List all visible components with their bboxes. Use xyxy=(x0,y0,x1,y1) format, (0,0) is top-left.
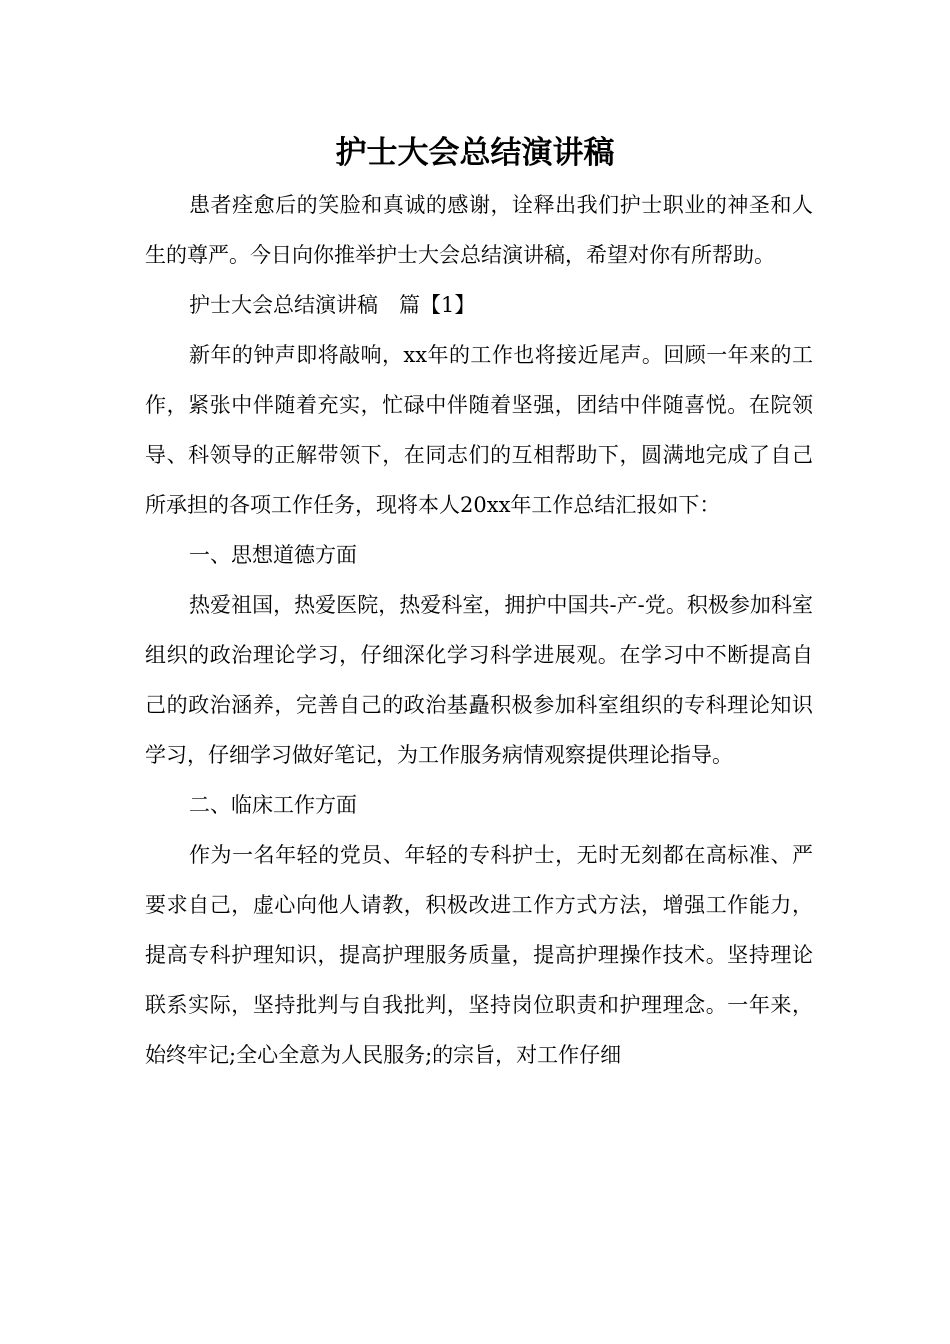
document-body xyxy=(145,180,813,1080)
section-heading-part-1: 护士大会总结演讲稿 篇【1】 xyxy=(189,293,476,317)
heading-clinical-work: 二、临床工作方面 xyxy=(189,793,357,817)
clinical-work-paragraph: 作为一名年轻的党员、年轻的专科护士，无时无刻都在高标准、严要求自己，虚心向他人请教，积极改进工作方式方法，增强工作能力，提高专科护理知识，提高护理服务质量，提高护理操作技术。坚持理论联系实际，坚持批判与自我批判，坚持岗位职责和护理理念。一年来，始终牢记;全心全意为人民服务;的宗旨，对工作仔细 xyxy=(145,843,813,1067)
intro-paragraph: 患者痊愈后的笑脸和真诚的感谢，诠释出我们护士职业的神圣和人生的尊严。今日向你推举护士大会总结演讲稿，希望对你有所帮助。 xyxy=(145,193,813,267)
document-title: 护士大会总结演讲稿 xyxy=(335,135,615,171)
heading-ideology: 一、思想道德方面 xyxy=(189,543,357,567)
ideology-paragraph: 热爱祖国，热爱医院，热爱科室，拥护中国共-产-党。积极参加科室组织的政治理论学习，仔细深化学习科学进展观。在学习中不断提高自己的政治涵养，完善自己的政治基矗积极参加科室组织的专科理论知识学习，仔细学习做好笔记，为工作服务病情观察提供理论指导。 xyxy=(145,593,813,767)
summary-paragraph: 新年的钟声即将敲响，xx年的工作也将接近尾声。回顾一年来的工作，紧张中伴随着充实，忙碌中伴随着坚强，团结中伴随喜悦。在院领导、科领导的正解带领下，在同志们的互相帮助下，圆满地完成了自己所承担的各项工作任务，现将本人20xx年工作总结汇报如下： xyxy=(145,343,813,517)
